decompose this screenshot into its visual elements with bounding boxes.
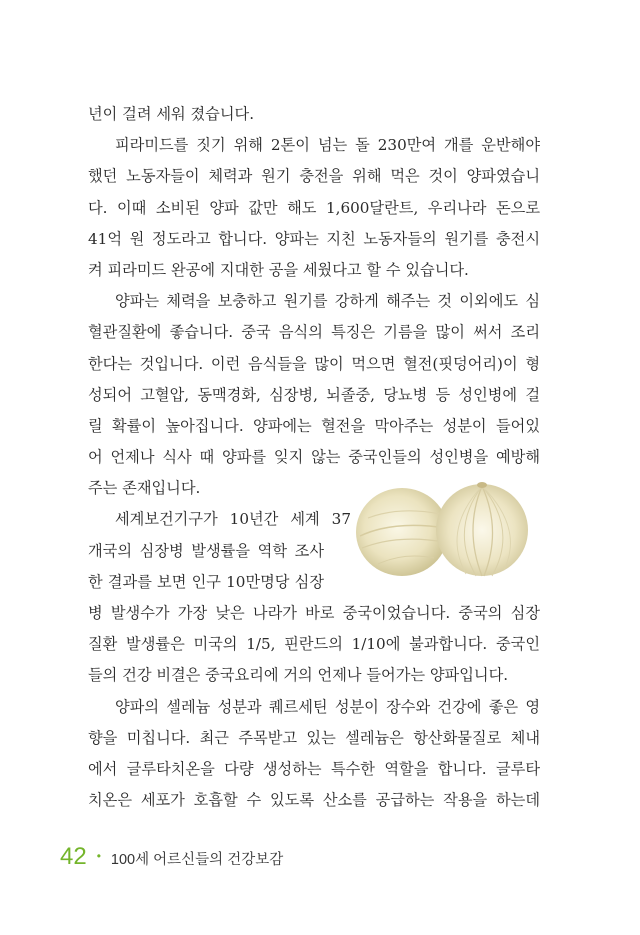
- text-line: 했던 노동자들이 체력과 원기 충전을 위해 먹은 것이 양파였습니: [88, 167, 540, 186]
- text-line: 피라미드를 짓기 위해 2톤이 넘는 돌 230만여 개를 운반해야: [115, 136, 540, 155]
- text-line: 혈관질환에 좋습니다. 중국 음식의 특징은 기름을 많이 써서 조리: [88, 323, 540, 342]
- text-line: 릴 확률이 높아집니다. 양파에는 혈전을 막아주는 성분이 들어있: [88, 416, 540, 435]
- text-line: 치온은 세포가 호흡할 수 있도록 산소를 공급하는 작용을 하는데: [88, 791, 540, 810]
- body-text: [88, 99, 540, 816]
- text-line: 어 언제나 식사 때 양파를 잊지 않는 중국인들의 성인병을 예방해: [88, 448, 540, 467]
- text-line: 성되어 고혈압, 동맥경화, 심장병, 뇌졸중, 당뇨병 등 성인병에 걸: [88, 385, 540, 404]
- text-line: 들의 건강 비결은 중국요리에 거의 언제나 들어가는 양파입니다.: [88, 666, 509, 685]
- text-line: 에서 글루타치온을 다량 생성하는 특수한 역할을 합니다. 글루타: [88, 759, 540, 778]
- text-line: 양파는 체력을 보충하고 원기를 강하게 해주는 것 이외에도 심: [115, 292, 540, 311]
- text-line: 41억 원 정도라고 합니다. 양파는 지친 노동자들의 원기를 충전시: [88, 229, 540, 248]
- text-line: 양파의 셀레늄 성분과 퀘르세틴 성분이 장수와 건강에 좋은 영: [115, 697, 540, 716]
- text-line: 개국의 심장병 발생률을 역학 조사: [88, 541, 324, 560]
- text-line: 질환 발생률은 미국의 1/5, 핀란드의 1/10에 불과합니다. 중국인: [88, 635, 540, 654]
- text-line: 세계보건기구가 10년간 세계 37: [115, 510, 351, 529]
- page-number: 42: [60, 843, 87, 870]
- text-line: 켜 피라미드 완공에 지대한 공을 세웠다고 할 수 있습니다.: [88, 260, 469, 279]
- page-footer: [60, 843, 283, 879]
- onion-illustration: [354, 478, 530, 582]
- book-title: 100세 어르신들의 건강보감: [110, 852, 284, 868]
- text-line: 병 발생수가 가장 낮은 나라가 바로 중국이었습니다. 중국의 심장: [88, 604, 540, 622]
- text-line: 다. 이때 소비된 양파 값만 해도 1,600달란트, 우리나라 돈으로: [88, 198, 540, 217]
- bullet-separator: •: [96, 849, 101, 863]
- text-line: 향을 미칩니다. 최근 주목받고 있는 셀레늄은 항산화물질로 체내: [88, 728, 540, 747]
- text-line: 한 결과를 보면 인구 10만명당 심장: [88, 572, 324, 591]
- text-line: 주는 존재입니다.: [88, 479, 201, 498]
- text-line: 년이 걸려 세워 졌습니다.: [88, 105, 255, 123]
- onion-icon: [354, 478, 530, 582]
- text-line: 한다는 것입니다. 이런 음식들을 많이 먹으면 혈전(핏덩어리)이 형: [88, 354, 540, 373]
